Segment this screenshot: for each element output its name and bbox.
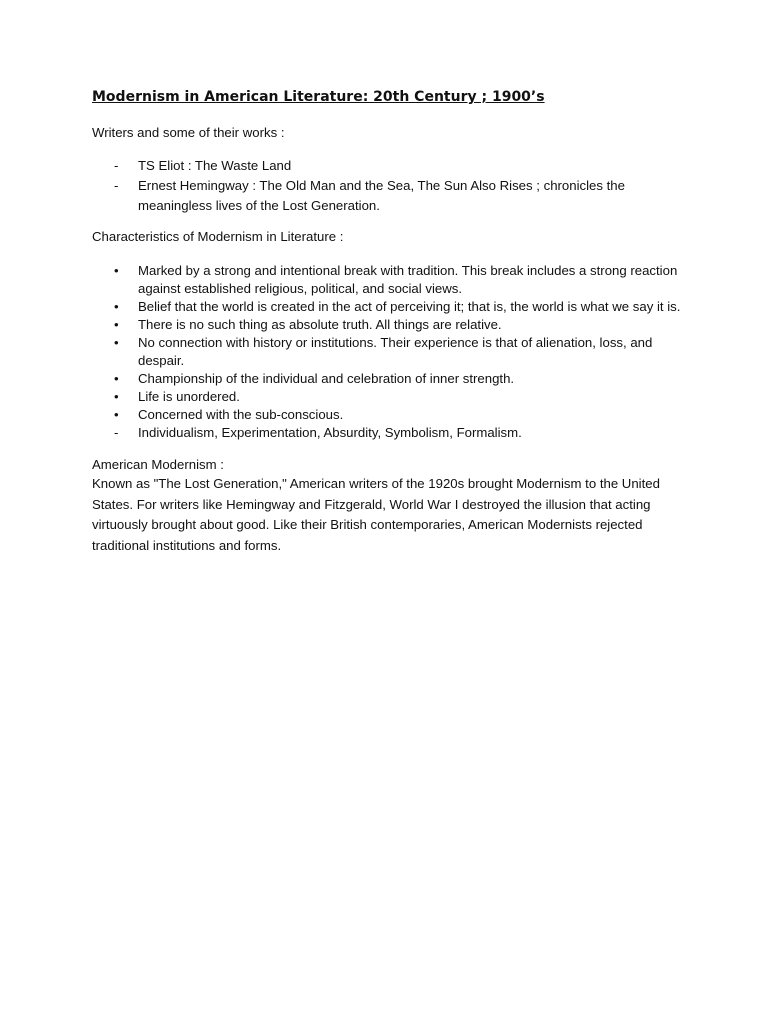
- bullet-marker: •: [114, 299, 119, 314]
- list-item: [92, 406, 682, 424]
- writers-intro: Writers and some of their works :: [92, 125, 285, 140]
- list-item: [92, 262, 682, 298]
- bullet-marker: •: [114, 263, 119, 278]
- list-item: [92, 156, 682, 176]
- american-modernism-body: Known as "The Lost Generation," American writers of the 1920s brought Modernism to the United States. For writers like Hemingway and Fitzgerald, World War I destroyed the illusion that acting virtuously brought about good. Like their British contemporaries, American Modernists rejected traditional institutions and forms.: [92, 476, 660, 553]
- bullet-marker: •: [114, 389, 119, 404]
- list-item: [92, 388, 682, 406]
- list-item: [92, 334, 682, 370]
- list-item-text: Marked by a strong and intentional break with tradition. This break includes a strong reaction against established religious, political, and social views.: [138, 263, 678, 296]
- list-item: [92, 316, 682, 334]
- characteristics-list: [92, 262, 682, 442]
- list-item-text: Championship of the individual and celebration of inner strength.: [138, 371, 515, 386]
- document-title: Modernism in American Literature: 20th Century ; 1900’s: [92, 89, 545, 105]
- list-item: [92, 424, 682, 442]
- list-item-text: Belief that the world is created in the act of perceiving it; that is, the world is what we say it is.: [138, 299, 681, 314]
- dash-marker: -: [114, 158, 119, 173]
- dash-marker: -: [114, 178, 119, 193]
- list-item-text: Ernest Hemingway : The Old Man and the Sea, The Sun Also Rises ; chronicles the meaningless lives of the Lost Generation.: [138, 178, 625, 213]
- writers-list: [92, 156, 682, 216]
- list-item-text: Life is unordered.: [138, 389, 240, 404]
- list-item-text: Concerned with the sub-conscious.: [138, 407, 344, 422]
- american-modernism-heading: American Modernism :: [92, 457, 224, 472]
- bullet-marker: •: [114, 371, 119, 386]
- list-item: [92, 298, 682, 316]
- list-item: [92, 370, 682, 388]
- bullet-marker: •: [114, 317, 119, 332]
- list-item-text: Individualism, Experimentation, Absurdity, Symbolism, Formalism.: [138, 425, 522, 440]
- document-page: [92, 86, 682, 556]
- bullet-marker: •: [114, 407, 119, 422]
- bullet-marker: •: [114, 335, 119, 350]
- list-item: [92, 176, 682, 216]
- list-item-text: There is no such thing as absolute truth. All things are relative.: [138, 317, 502, 332]
- characteristics-heading: Characteristics of Modernism in Literature :: [92, 229, 344, 244]
- list-item-text: TS Eliot : The Waste Land: [138, 158, 292, 173]
- dash-marker: -: [114, 425, 119, 440]
- list-item-text: No connection with history or institutions. Their experience is that of alienation, loss, and despair.: [138, 335, 653, 368]
